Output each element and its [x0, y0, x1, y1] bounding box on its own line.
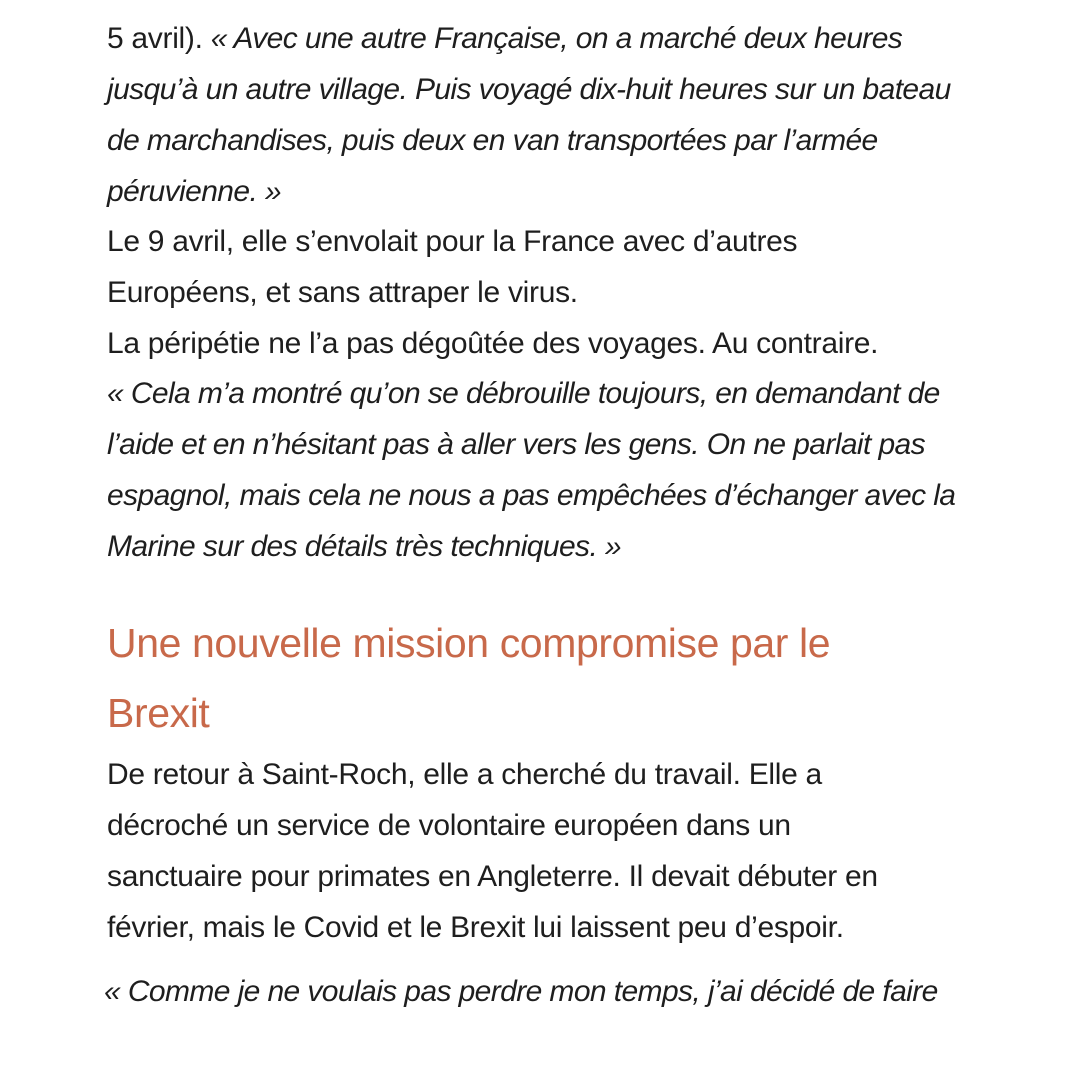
heading-line: Brexit — [107, 690, 210, 736]
text-segment: 5 avril). — [107, 22, 211, 55]
quote-line: l’aide et en n’hésitant pas à aller vers les gens. On ne parlait pas — [107, 428, 926, 461]
text-line: De retour à Saint-Roch, elle a cherché du travail. Elle a — [107, 758, 822, 791]
text-line: sanctuaire pour primates en Angleterre. Il devait débuter en — [107, 860, 878, 893]
text-line: Européens, et sans attraper le virus. — [107, 276, 578, 309]
text-line: février, mais le Covid et le Brexit lui laissent peu d’espoir. — [107, 911, 844, 944]
quote-line: « Comme je ne voulais pas perdre mon temps, j’ai décidé de faire — [104, 975, 938, 1008]
quote-line: espagnol, mais cela ne nous a pas empêchées d’échanger avec la — [107, 479, 956, 512]
text-line: Le 9 avril, elle s’envolait pour la France avec d’autres — [107, 225, 798, 258]
heading-line: Une nouvelle mission compromise par le — [107, 620, 831, 666]
quote-line: péruvienne. » — [107, 175, 282, 208]
text-line: La péripétie ne l’a pas dégoûtée des voyages. Au contraire. — [107, 327, 879, 360]
quote-line: Marine sur des détails très techniques. » — [107, 530, 622, 563]
quote-segment: « Avec une autre Française, on a marché deux heures — [210, 22, 903, 55]
text-line: décroché un service de volontaire européen dans un — [107, 809, 791, 842]
quote-line: jusqu’à un autre village. Puis voyagé dix-huit heures sur un bateau — [107, 73, 951, 106]
quote-line: « Cela m’a montré qu’on se débrouille toujours, en demandant de — [107, 377, 940, 410]
quote-line: de marchandises, puis deux en van transportées par l’armée — [107, 124, 878, 157]
text-line — [107, 14, 902, 64]
